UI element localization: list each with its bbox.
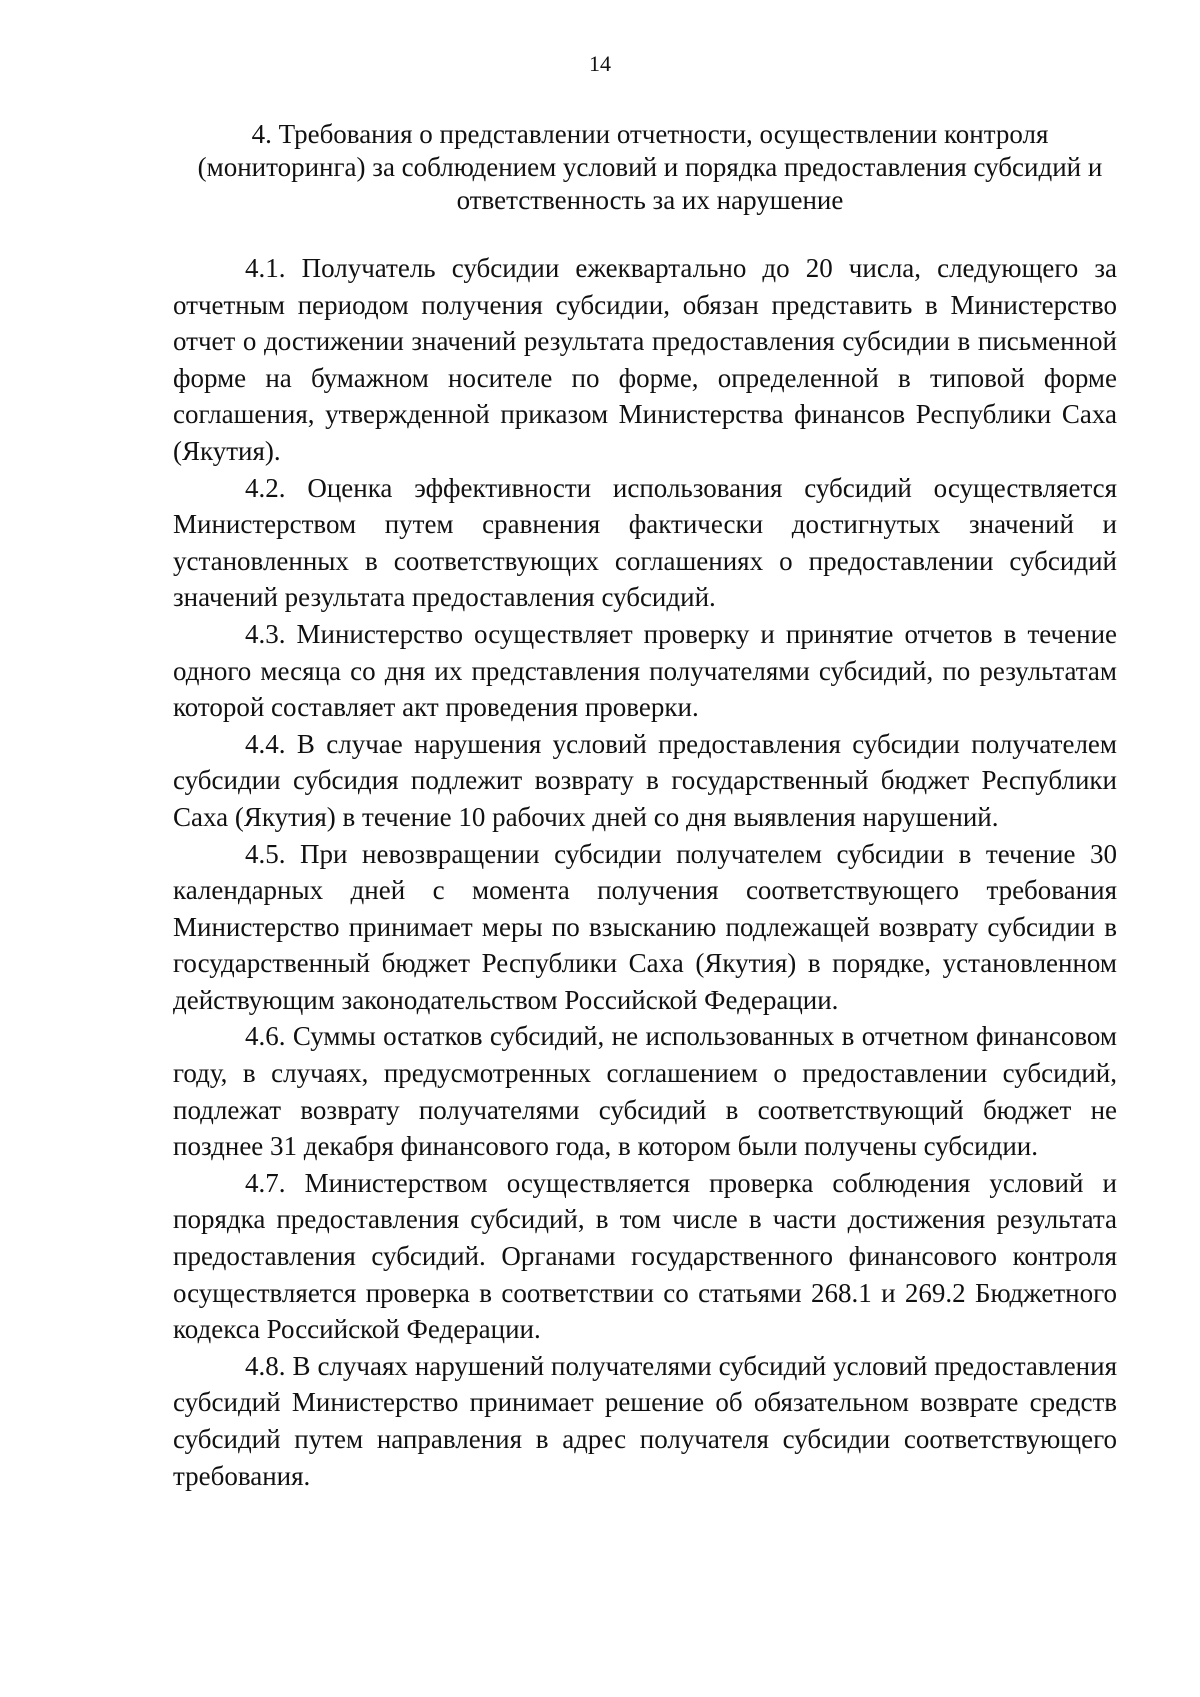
- paragraph-4-6: 4.6. Суммы остатков субсидий, не использованных в отчетном финансовом году, в случаях, предусмотренных соглашением о предоставлении субсидий, подлежат возврату получателями субсидий в соответствующий бюджет не позднее 31 декабря финансового года, в котором были получены субсидии.: [173, 1021, 1117, 1162]
- paragraph-4-4: 4.4. В случае нарушения условий предоставления субсидии получателем субсидии субсидия подлежит возврату в государственный бюджет Республики Саха (Якутия) в течение 10 рабочих дней со дня выявления нарушений.: [173, 728, 1117, 832]
- paragraph-4-5: 4.5. При невозвращении субсидии получателем субсидии в течение 30 календарных дней с момента получения соответствующего требования Министерство принимает меры по взысканию подлежащей возврату субсидии в государственный бюджет Республики Саха (Якутия) в порядке, установленном действующим законодательством Российской Федерации.: [173, 838, 1117, 1015]
- paragraph-4-1: 4.1. Получатель субсидии ежеквартально до 20 числа, следующего за отчетным периодом получения субсидии, обязан представить в Министерство отчет о достижении значений результата предоставления субсидии в письменной форме на бумажном носителе по форме, определенной в типовой форме соглашения, утвержденной приказом Министерства финансов Республики Саха (Якутия).: [173, 253, 1117, 466]
- paragraph-4-2: 4.2. Оценка эффективности использования субсидий осуществляется Министерством путем сравнения фактически достигнутых значений и установленных в соответствующих соглашениях о предоставлении субсидий значений результата предоставления субсидий.: [173, 472, 1117, 613]
- document-body: [173, 250, 1117, 1494]
- section-title: 4. Требования о представлении отчетности, осуществлении контроля (мониторинга) за соблюдением условий и порядка предоставления субсидий и ответственность за их нарушение: [197, 119, 1103, 215]
- page-number: 14: [589, 51, 611, 76]
- paragraph-4-7: 4.7. Министерством осуществляется проверка соблюдения условий и порядка предоставления субсидий, в том числе в части достижения результата предоставления субсидий. Органами государственного финансового контроля осуществляется проверка в соответствии со статьями 268.1 и 269.2 Бюджетного кодекса Российской Федерации.: [173, 1167, 1117, 1345]
- paragraph-4-8: 4.8. В случаях нарушений получателями субсидий условий предоставления субсидий Министерство принимает решение об обязательном возврате средств субсидий путем направления в адрес получателя субсидии соответствующего требования.: [173, 1350, 1117, 1491]
- paragraph-4-3: 4.3. Министерство осуществляет проверку и принятие отчетов в течение одного месяца со дня их представления получателями субсидий, по результатам которой составляет акт проведения проверки.: [173, 618, 1117, 723]
